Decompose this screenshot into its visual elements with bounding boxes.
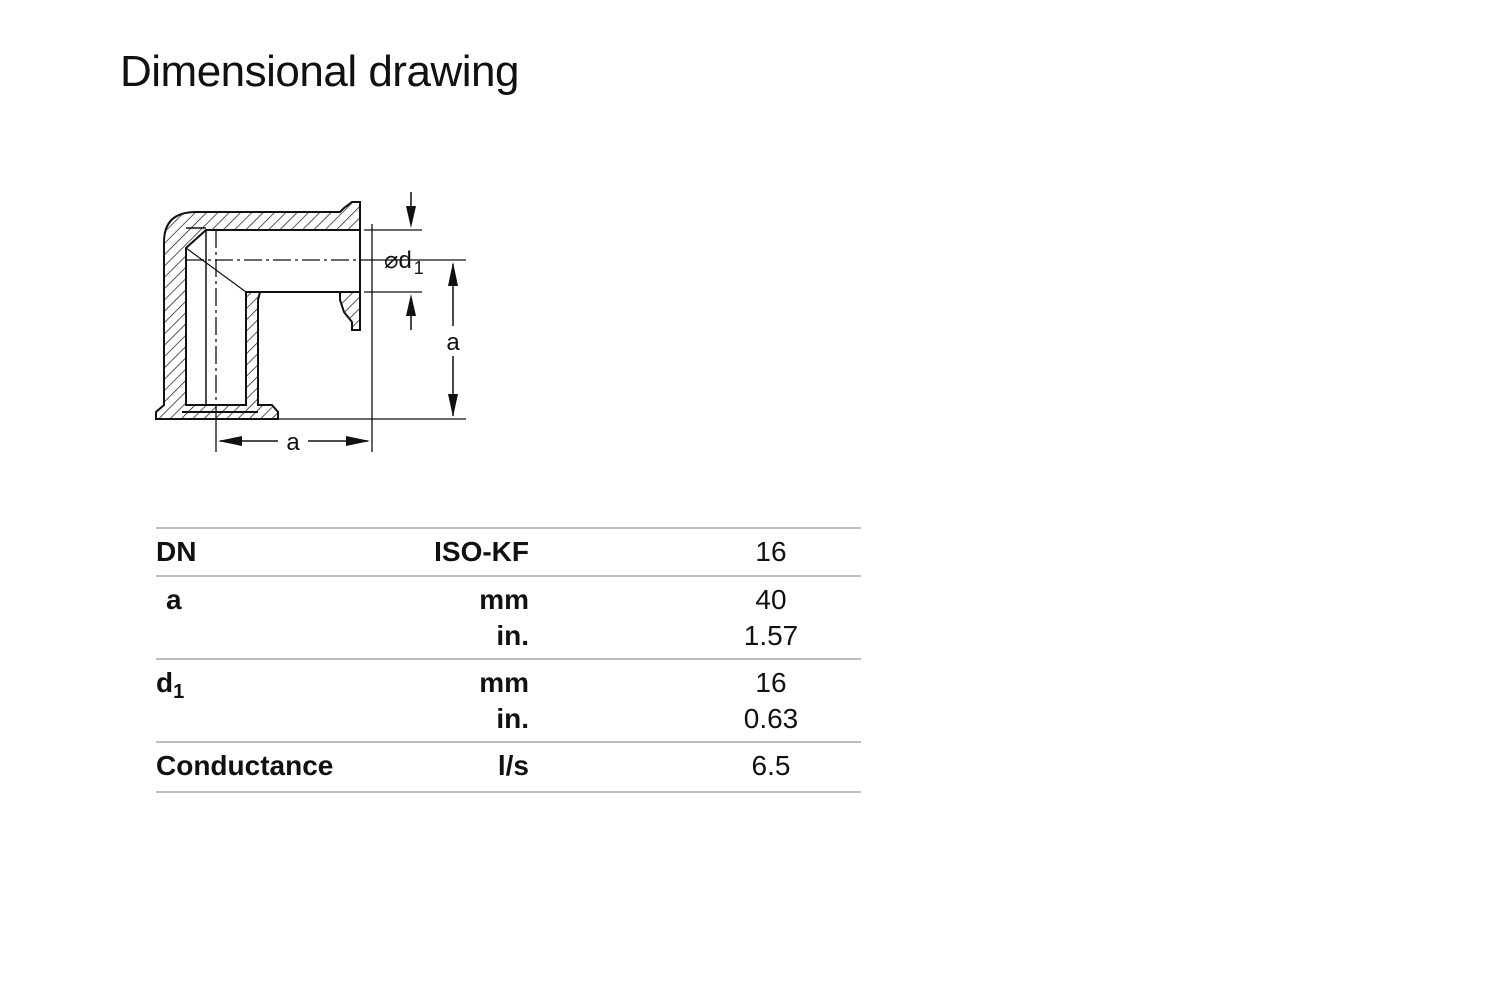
row-value: 40 1.57 bbox=[743, 584, 799, 651]
table-row bbox=[156, 658, 861, 741]
row-label-d1: $d_1$ bbox=[156, 667, 185, 703]
row-unit: mm in. bbox=[479, 667, 529, 734]
table-row bbox=[156, 741, 861, 793]
row-label-dn: DN bbox=[156, 536, 197, 567]
row-value: 16 bbox=[755, 536, 787, 567]
elbow-wall-section bbox=[156, 202, 360, 419]
row-unit: l/s bbox=[497, 750, 529, 781]
page-title: Dimensional drawing bbox=[120, 47, 519, 96]
row-label-conductance: Conductance bbox=[156, 750, 334, 781]
row-unit: mm in. bbox=[479, 584, 529, 651]
table-row bbox=[156, 575, 861, 658]
row-value: 16 0.63 bbox=[743, 667, 799, 734]
height-label: a bbox=[446, 329, 460, 356]
diameter-label: ⌀d $_1$ bbox=[384, 247, 424, 278]
width-label: a bbox=[286, 429, 300, 456]
table-row bbox=[156, 527, 861, 575]
row-label-a: a bbox=[166, 584, 182, 615]
row-unit: ISO-KF bbox=[434, 536, 529, 567]
row-value: 6.5 bbox=[751, 750, 791, 781]
specification-table bbox=[156, 527, 861, 793]
